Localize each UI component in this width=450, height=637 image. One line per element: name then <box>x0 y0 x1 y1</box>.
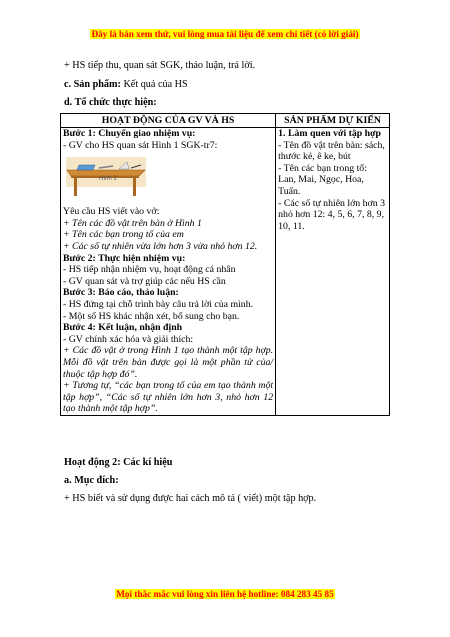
product-line: - Tên các bạn trong tổ: Lan, Mai, Ngọc, Hoa, Tuấn. <box>278 162 367 197</box>
step1-item: + Tên các đồ vật trên bàn ở Hình 1 <box>63 217 202 229</box>
step1-line: - GV cho HS quan sát Hình 1 SGK-tr7: <box>63 139 218 151</box>
product-line <box>64 78 188 91</box>
step2-line: - HS tiếp nhận nhiệm vụ, hoạt động cá nhân <box>63 264 236 276</box>
step2-title: Bước 2: Thực hiện nhiệm vụ: <box>63 252 186 264</box>
activity-table <box>60 113 390 416</box>
step4-title: Bước 4: Kết luận, nhận định <box>63 322 183 334</box>
hotline-text: Mọi thắc mắc vui lòng xin liên hệ hotline: 084 283 45 85 <box>116 589 334 599</box>
step3-line: - Một số HS khác nhận xét, bổ sung cho bạn. <box>63 310 240 322</box>
step1-title: Bước 1: Chuyển giao nhiệm vụ: <box>63 128 196 139</box>
step3-title: Bước 3: Báo cáo, thảo luận: <box>63 287 179 299</box>
product-line: - Các số tự nhiên lớn hơn 3 nhỏ hơn 12: 4, 5, 6, 7, 8, 9, 10, 11. <box>278 197 385 232</box>
expected-product-cell <box>276 128 390 416</box>
preview-banner-text: Đây là bản xem thử, vui lòng mua tài liệu để xem chi tiết (có lời giải) <box>91 29 359 39</box>
header-expected-product: SẢN PHẨM DỰ KIẾN <box>276 114 390 128</box>
organization-heading: d. Tổ chức thực hiện: <box>64 97 157 108</box>
product-title: 1. Làm quen với tập hợp <box>278 128 381 139</box>
step1-item: + Tên các bạn trong tổ của em <box>63 229 184 241</box>
table-row <box>61 128 390 416</box>
step2-line: - GV quan sát và trợ giúp các nếu HS cần <box>63 275 226 287</box>
step1-request: Yêu cầu HS viết vào vở: <box>63 206 160 218</box>
figure-caption: Hình 1 <box>99 176 117 183</box>
header-teacher-student: HOẠT ĐỘNG CỦA GV VÀ HS <box>61 114 276 128</box>
step4-conclusion: + Tương tự, “các bạn trong tổ của em tạo thành một tập hợp”, “Các số tự nhiên lớn hơn 3, nhỏ hơn 12 tạo thành một tập hợp”. <box>63 380 274 415</box>
step4-conclusion: + Các đồ vật ở trong Hình 1 tạo thành một tập hợp. Mỗi đồ vật trên bàn được gọi là một phần tử của/ thuộc tập hợp đó”. <box>63 345 274 380</box>
table-header-row <box>61 114 390 128</box>
product-label: c. Sản phẩm: <box>64 79 121 90</box>
hotline-banner <box>0 589 450 599</box>
preview-banner <box>0 29 450 39</box>
purpose-heading: a. Mục đích: <box>64 475 119 486</box>
product-text: Kết quả của HS <box>120 79 188 90</box>
activities-cell <box>61 128 276 416</box>
step4-line: - GV chính xác hóa và giải thích: <box>63 333 194 345</box>
step3-line: - HS đứng tại chỗ trình bày câu trả lời của mình. <box>63 298 254 310</box>
intro-line: + HS tiếp thu, quan sát SGK, thảo luận, trả lời. <box>64 60 256 71</box>
step1-item: + Các số tự nhiên vừa lớn hơn 3 vừa nhỏ hơn 12. <box>63 240 258 252</box>
purpose-text: + HS biết và sử dụng được hai cách mô tả ( viết) một tập hợp. <box>64 493 317 504</box>
product-line: - Tên đồ vật trên bàn: sách, thước kẻ, ê ke, bút <box>278 139 385 163</box>
activity2-heading: Hoạt động 2: Các kí hiệu <box>64 457 173 468</box>
